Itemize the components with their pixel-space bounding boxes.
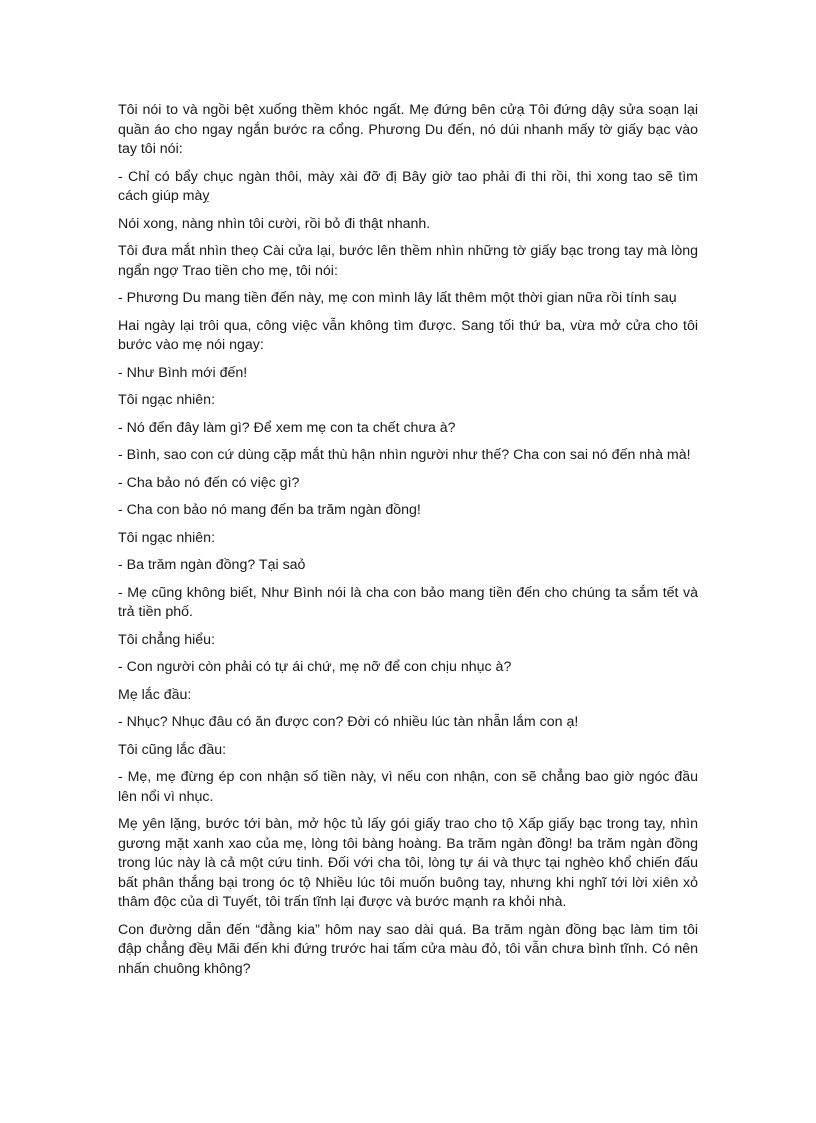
paragraph: Tôi ngạc nhiên: xyxy=(118,392,216,408)
paragraph: - Con người còn phải có tự ái chứ, mẹ nỡ để con chịu nhục à? xyxy=(118,659,512,675)
paragraph: - Mẹ cũng không biết, Như Bình nói là cha con bảo mang tiền đến cho chúng ta sắm tết và trả tiền phố. xyxy=(118,584,698,620)
paragraph: Tôi cũng lắc đầu: xyxy=(118,741,227,758)
paragraph: Mẹ yên lặng, bước tới bàn, mở hộc tủ lấy gói giấy trao cho tộ Xấp giấy bạc trong tay, nhìn gương mặt xanh xao của mẹ, lòng tôi bàng hoàng. Ba trăm ngàn đồng! ba trăm ngàn đồng trong lúc này là cả một cứu tinh. Đối với cha tôi, lòng tự ái và thực tại nghèo khổ chiến đấu bất phân thắng bại trong óc tộ Nhiều lúc tôi muốn buông tay, nhưng khi nghĩ tới lời xiên xỏ thâm độc của dì Tuyết, tôi trấn tĩnh lại được và bước mạnh ra khỏi nhà. xyxy=(118,816,698,910)
document-page xyxy=(118,101,698,987)
paragraph: - Cha con bảo nó mang đến ba trăm ngàn đồng! xyxy=(118,502,421,518)
paragraph: - Nhục? Nhục đâu có ăn được con? Đời có nhiều lúc tàn nhẫn lắm con ạ! xyxy=(118,714,579,730)
paragraph: - Phương Du mang tiền đến này, mẹ con mình lây lất thêm một thời gian nữa rồi tính saụ xyxy=(118,290,677,306)
paragraph: Hai ngày lại trôi qua, công việc vẫn không tìm được. Sang tối thứ ba, vừa mở cửa cho tôi bước vào mẹ nói ngay: xyxy=(118,317,698,353)
paragraph: Nói xong, nàng nhìn tôi cười, rồi bỏ đi thật nhanh. xyxy=(118,215,431,232)
paragraph: - Bình, sao con cứ dùng cặp mắt thù hận nhìn người như thế? Cha con sai nó đến nhà mà! xyxy=(118,447,691,463)
paragraph: Tôi đưa mắt nhìn theọ Cài cửa lại, bước lên thềm nhìn những tờ giấy bạc trong tay mà lòng ngẩn ngợ Trao tiền cho mẹ, tôi nói: xyxy=(118,243,698,279)
paragraph: - Nó đến đây làm gì? Để xem mẹ con ta chết chưa à? xyxy=(118,419,456,436)
paragraph: - Ba trăm ngàn đồng? Tại saỏ xyxy=(118,557,306,573)
paragraph: - Như Bình mới đến! xyxy=(118,364,248,381)
paragraph: Mẹ lắc đầu: xyxy=(118,686,192,703)
paragraph: Tôi nói to và ngồi bệt xuống thềm khóc ngất. Mẹ đứng bên cửạ Tôi đứng dậy sửa soạn lại quần áo cho ngay ngắn bước ra cổng. Phương Du đến, nó dúi nhanh mấy tờ giấy bạc vào tay tôi nói: xyxy=(118,102,698,157)
paragraph: - Mẹ, mẹ đừng ép con nhận số tiền này, vì nếu con nhận, con sẽ chẳng bao giờ ngóc đầu lên nổi vì nhục. xyxy=(118,769,698,805)
paragraph: - Cha bảo nó đến có việc gì? xyxy=(118,474,300,491)
paragraph: Tôi chẳng hiểu: xyxy=(118,631,216,648)
paragraph: - Chỉ có bẩy chục ngàn thôi, mày xài đỡ đị Bây giờ tao phải đi thi rồi, thi xong tao sẽ tìm cách giúp màỵ xyxy=(118,168,698,204)
paragraph: Tôi ngạc nhiên: xyxy=(118,529,216,546)
paragraph: Con đường dẫn đến “đằng kia” hôm nay sao dài quá. Ba trăm ngàn đồng bạc làm tim tôi đập chẳng đềụ Mãi đến khi đứng trước hai tấm cửa màu đỏ, tôi vẫn chưa bình tĩnh. Có nên nhấn chuông không? xyxy=(118,921,698,977)
